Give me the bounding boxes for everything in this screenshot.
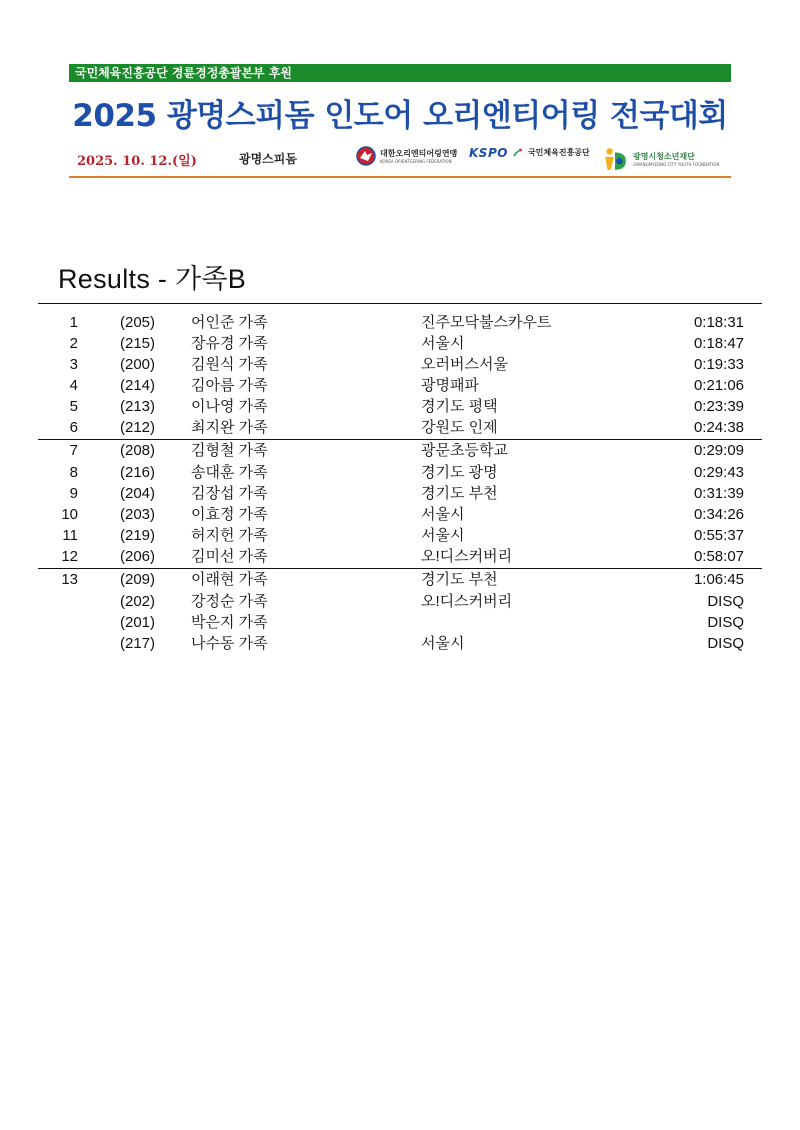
result-row	[38, 504, 762, 525]
ytf-logo	[601, 146, 719, 172]
result-row	[38, 333, 762, 354]
kof-sub: KOREA ORIENTEERING FEDERATION	[380, 158, 452, 164]
result-bib: (208)	[120, 442, 156, 459]
result-time: 0:21:06	[693, 377, 744, 394]
event-banner	[69, 64, 731, 180]
event-venue: 광명스피돔	[239, 152, 297, 166]
result-name: 허지헌 가족	[191, 527, 268, 544]
result-time: 0:29:09	[693, 442, 744, 459]
ytf-emblem-icon	[601, 146, 629, 172]
result-club: 광명패파	[421, 377, 479, 394]
result-time: DISQ	[707, 614, 744, 631]
result-club: 경기도 평택	[421, 398, 498, 415]
result-name: 장유경 가족	[191, 335, 268, 352]
result-rank: 4	[69, 377, 78, 394]
result-row	[38, 591, 762, 612]
result-club: 오러버스서울	[421, 356, 508, 373]
result-row	[38, 525, 762, 546]
result-name: 송대훈 가족	[191, 464, 268, 481]
banner-underline	[69, 176, 731, 178]
result-rank: 7	[69, 442, 78, 459]
kspo-swoosh-icon	[512, 147, 524, 159]
result-rank: 11	[62, 527, 78, 544]
result-rank: 9	[69, 485, 78, 502]
result-bib: (206)	[120, 548, 156, 565]
results-title: Results - 가족B	[58, 264, 247, 294]
result-club: 서울시	[421, 506, 465, 523]
result-row	[38, 396, 762, 417]
result-rank: 10	[61, 506, 78, 523]
event-date: 2025. 10. 12.(일)	[77, 154, 197, 169]
result-bib: (217)	[120, 635, 156, 652]
result-time: 1:06:45	[693, 571, 744, 588]
title-rule	[38, 303, 762, 304]
result-time: DISQ	[707, 635, 744, 652]
kspo-wordmark: KSPO	[469, 146, 508, 160]
result-club: 오!디스커버리	[421, 593, 513, 610]
sponsor-bar: 국민체육진흥공단 경륜경정총괄본부 후원	[69, 64, 731, 82]
result-bib: (209)	[120, 571, 156, 588]
result-club: 진주모닥불스카우트	[421, 314, 552, 331]
result-club: 서울시	[421, 335, 465, 352]
result-row	[38, 312, 762, 333]
result-name: 김형철 가족	[191, 442, 268, 459]
result-time: 0:19:33	[693, 356, 744, 373]
result-time: 0:34:26	[693, 506, 744, 523]
result-bib: (204)	[120, 485, 156, 502]
result-bib: (202)	[120, 593, 156, 610]
event-title: 2025 광명스피돔 인도어 오리엔티어링 전국대회	[72, 98, 728, 134]
result-time: 0:31:39	[693, 485, 744, 502]
result-name: 어인준 가족	[191, 314, 268, 331]
result-name: 이효정 가족	[191, 506, 268, 523]
result-name: 박은지 가족	[191, 614, 268, 631]
result-bib: (203)	[120, 506, 156, 523]
result-name: 최지완 가족	[191, 419, 268, 436]
result-row	[38, 375, 762, 396]
result-club: 경기도 광명	[421, 464, 498, 481]
result-bib: (200)	[120, 356, 156, 373]
result-name: 김미선 가족	[191, 548, 268, 565]
result-rank: 13	[61, 571, 78, 588]
result-name: 이래현 가족	[191, 571, 268, 588]
result-name: 김원식 가족	[191, 356, 268, 373]
result-name: 강정순 가족	[191, 593, 268, 610]
result-bib: (214)	[120, 377, 156, 394]
result-bib: (215)	[120, 335, 156, 352]
result-time: 0:24:38	[693, 419, 744, 436]
result-rank: 5	[69, 398, 78, 415]
result-row	[38, 417, 762, 438]
kof-name: 대한오리엔티어링연맹	[380, 148, 458, 158]
kspo-logo	[469, 146, 590, 160]
result-club: 서울시	[421, 635, 465, 652]
result-time: DISQ	[707, 593, 744, 610]
kspo-name: 국민체육진흥공단	[527, 148, 590, 157]
result-club: 경기도 부천	[421, 571, 498, 588]
result-name: 김장섭 가족	[191, 485, 268, 502]
result-club: 서울시	[421, 527, 465, 544]
result-bib: (219)	[120, 527, 156, 544]
result-time: 0:18:47	[693, 335, 744, 352]
result-time: 0:55:37	[693, 527, 744, 544]
result-time: 0:29:43	[693, 464, 744, 481]
result-club: 광문초등학교	[421, 442, 508, 459]
result-bib: (212)	[120, 419, 156, 436]
result-rank: 6	[69, 419, 78, 436]
result-rank: 3	[69, 356, 78, 373]
result-rank: 12	[61, 548, 78, 565]
result-bib: (205)	[120, 314, 156, 331]
result-row	[38, 568, 762, 591]
result-row	[38, 354, 762, 375]
result-bib: (216)	[120, 464, 156, 481]
result-row	[38, 439, 762, 462]
result-time: 0:23:39	[693, 398, 744, 415]
result-club: 강원도 인제	[421, 419, 498, 436]
result-row	[38, 462, 762, 483]
result-club: 경기도 부천	[421, 485, 498, 502]
results-table	[38, 312, 762, 654]
result-time: 0:58:07	[693, 548, 744, 565]
result-rank: 1	[69, 314, 78, 331]
ytf-sub: GWANGMYEONG CITY YOUTH FOUNDATION	[633, 161, 720, 167]
kof-logo	[356, 146, 457, 166]
result-bib: (213)	[120, 398, 156, 415]
result-bib: (201)	[120, 614, 156, 631]
kof-emblem-icon	[356, 146, 376, 166]
ytf-name: 광명시청소년재단	[633, 151, 695, 161]
result-club: 오!디스커버리	[421, 548, 513, 565]
result-row	[38, 633, 762, 654]
result-row	[38, 546, 762, 567]
result-rank: 8	[69, 464, 78, 481]
result-name: 이나영 가족	[191, 398, 268, 415]
result-name: 나수동 가족	[191, 635, 268, 652]
result-rank: 2	[69, 335, 78, 352]
result-time: 0:18:31	[693, 314, 744, 331]
result-row	[38, 483, 762, 504]
result-row	[38, 612, 762, 633]
result-name: 김아름 가족	[191, 377, 268, 394]
